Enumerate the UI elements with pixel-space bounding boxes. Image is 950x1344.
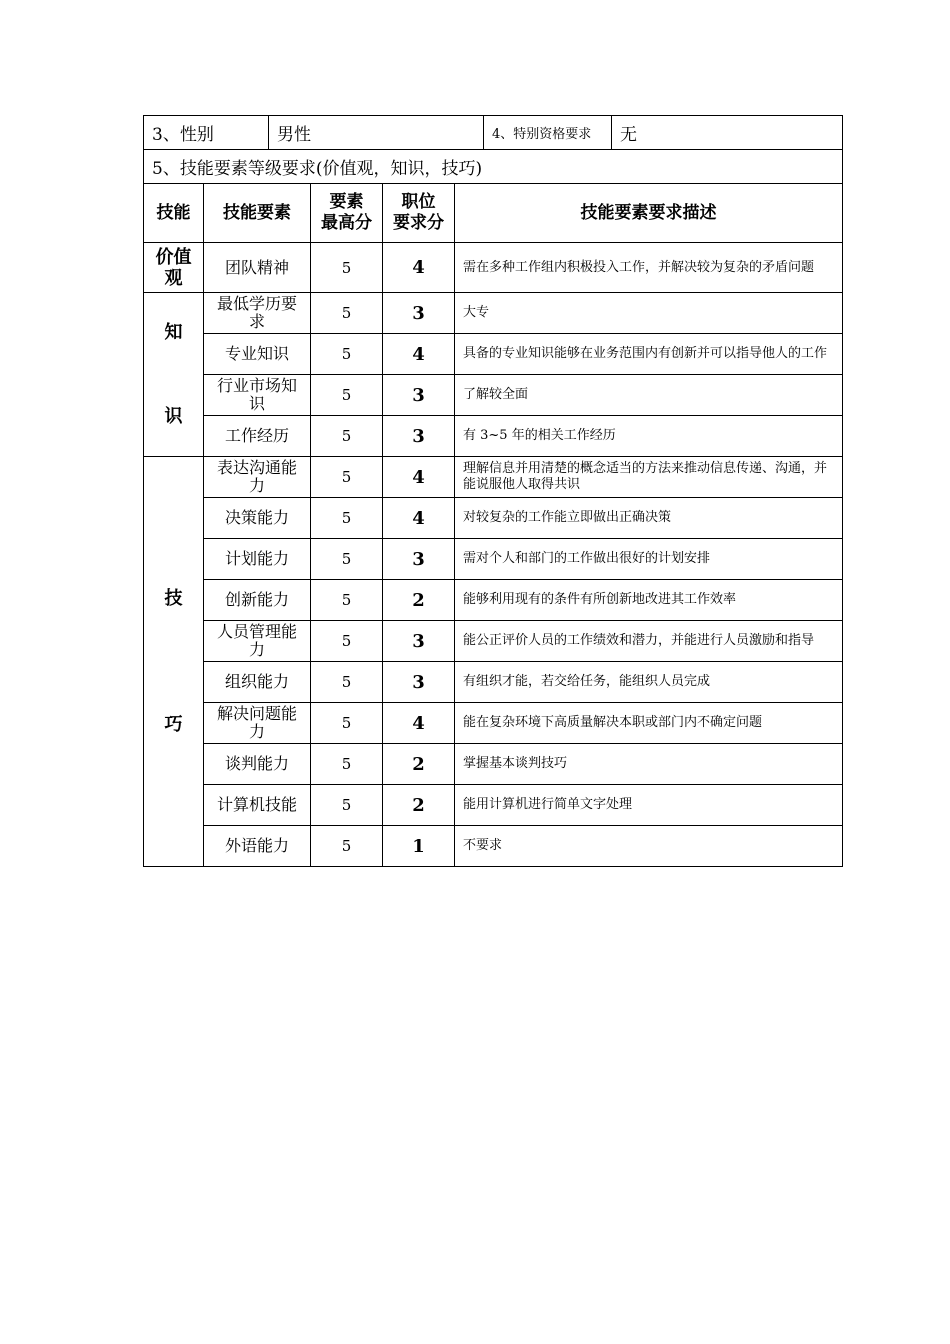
max-score: 5 xyxy=(311,334,383,375)
required-score: 2 xyxy=(383,744,455,785)
skill-description: 需对个人和部门的工作做出很好的计划安排 xyxy=(455,539,843,580)
table-row xyxy=(144,744,843,785)
required-score: 2 xyxy=(383,785,455,826)
table-row xyxy=(144,580,843,621)
table-row xyxy=(144,416,843,457)
required-score: 3 xyxy=(383,539,455,580)
skill-name: 表达沟通能力 xyxy=(204,457,311,498)
max-score: 5 xyxy=(311,580,383,621)
skill-name: 计算机技能 xyxy=(204,785,311,826)
skill-description: 不要求 xyxy=(455,826,843,867)
qualification-label: 4、特别资格要求 xyxy=(484,116,612,150)
skill-description: 需在多种工作组内积极投入工作，并解决较为复杂的矛盾问题 xyxy=(455,243,843,293)
skill-requirements-sheet xyxy=(143,115,842,867)
required-score: 3 xyxy=(383,293,455,334)
required-score: 4 xyxy=(383,703,455,744)
max-score: 5 xyxy=(311,826,383,867)
header-max-score: 要素 最高分 xyxy=(311,184,383,243)
skill-description: 能用计算机进行简单文字处理 xyxy=(455,785,843,826)
max-score: 5 xyxy=(311,416,383,457)
max-score: 5 xyxy=(311,293,383,334)
required-score: 3 xyxy=(383,416,455,457)
table-row xyxy=(144,539,843,580)
skill-name: 创新能力 xyxy=(204,580,311,621)
skill-description: 大专 xyxy=(455,293,843,334)
group-label: 技 巧 xyxy=(144,457,204,867)
header-required-score: 职位 要求分 xyxy=(383,184,455,243)
skill-name: 计划能力 xyxy=(204,539,311,580)
info-table xyxy=(143,115,843,150)
required-score: 4 xyxy=(383,334,455,375)
skill-rows xyxy=(144,243,843,867)
skill-name: 谈判能力 xyxy=(204,744,311,785)
table-row xyxy=(144,375,843,416)
max-score: 5 xyxy=(311,243,383,293)
skill-name: 专业知识 xyxy=(204,334,311,375)
table-row xyxy=(144,621,843,662)
skill-name: 最低学历要求 xyxy=(204,293,311,334)
header-element: 技能要素 xyxy=(204,184,311,243)
skill-name: 决策能力 xyxy=(204,498,311,539)
max-score: 5 xyxy=(311,621,383,662)
skill-description: 能在复杂环境下高质量解决本职或部门内不确定问题 xyxy=(455,703,843,744)
table-row xyxy=(144,243,843,293)
header-category: 技能 xyxy=(144,184,204,243)
skill-name: 组织能力 xyxy=(204,662,311,703)
skill-name: 团队精神 xyxy=(204,243,311,293)
header-row xyxy=(144,184,843,243)
skill-name: 解决问题能力 xyxy=(204,703,311,744)
skill-description: 了解较全面 xyxy=(455,375,843,416)
gender-value: 男性 xyxy=(269,116,484,150)
max-score: 5 xyxy=(311,457,383,498)
max-score: 5 xyxy=(311,375,383,416)
skill-description: 对较复杂的工作能立即做出正确决策 xyxy=(455,498,843,539)
table-row xyxy=(144,457,843,498)
section-title: 5、技能要素等级要求(价值观，知识，技巧) xyxy=(144,150,843,184)
gender-label: 3、性别 xyxy=(144,116,269,150)
skill-description: 具备的专业知识能够在业务范围内有创新并可以指导他人的工作 xyxy=(455,334,843,375)
skill-description: 理解信息并用清楚的概念适当的方法来推动信息传递、沟通，并能说服他人取得共识 xyxy=(455,457,843,498)
skill-description: 能够利用现有的条件有所创新地改进其工作效率 xyxy=(455,580,843,621)
required-score: 3 xyxy=(383,662,455,703)
max-score: 5 xyxy=(311,703,383,744)
skill-name: 外语能力 xyxy=(204,826,311,867)
skill-name: 工作经历 xyxy=(204,416,311,457)
max-score: 5 xyxy=(311,744,383,785)
info-row xyxy=(144,116,843,150)
table-row xyxy=(144,293,843,334)
required-score: 3 xyxy=(383,621,455,662)
skill-name: 行业市场知识 xyxy=(204,375,311,416)
required-score: 4 xyxy=(383,243,455,293)
skill-description: 有组织才能，若交给任务，能组织人员完成 xyxy=(455,662,843,703)
required-score: 3 xyxy=(383,375,455,416)
max-score: 5 xyxy=(311,662,383,703)
skill-name: 人员管理能力 xyxy=(204,621,311,662)
table-row xyxy=(144,703,843,744)
header-description: 技能要素要求描述 xyxy=(455,184,843,243)
table-row xyxy=(144,498,843,539)
max-score: 5 xyxy=(311,785,383,826)
skills-table xyxy=(143,149,843,867)
max-score: 5 xyxy=(311,539,383,580)
required-score: 4 xyxy=(383,498,455,539)
group-label: 价值 观 xyxy=(144,243,204,293)
skill-description: 能公正评价人员的工作绩效和潜力，并能进行人员激励和指导 xyxy=(455,621,843,662)
group-label: 知 识 xyxy=(144,293,204,457)
required-score: 1 xyxy=(383,826,455,867)
required-score: 4 xyxy=(383,457,455,498)
table-row xyxy=(144,662,843,703)
table-row xyxy=(144,826,843,867)
table-row xyxy=(144,785,843,826)
required-score: 2 xyxy=(383,580,455,621)
table-row xyxy=(144,334,843,375)
max-score: 5 xyxy=(311,498,383,539)
skill-description: 掌握基本谈判技巧 xyxy=(455,744,843,785)
qualification-value: 无 xyxy=(612,116,843,150)
skill-description: 有 3~5 年的相关工作经历 xyxy=(455,416,843,457)
